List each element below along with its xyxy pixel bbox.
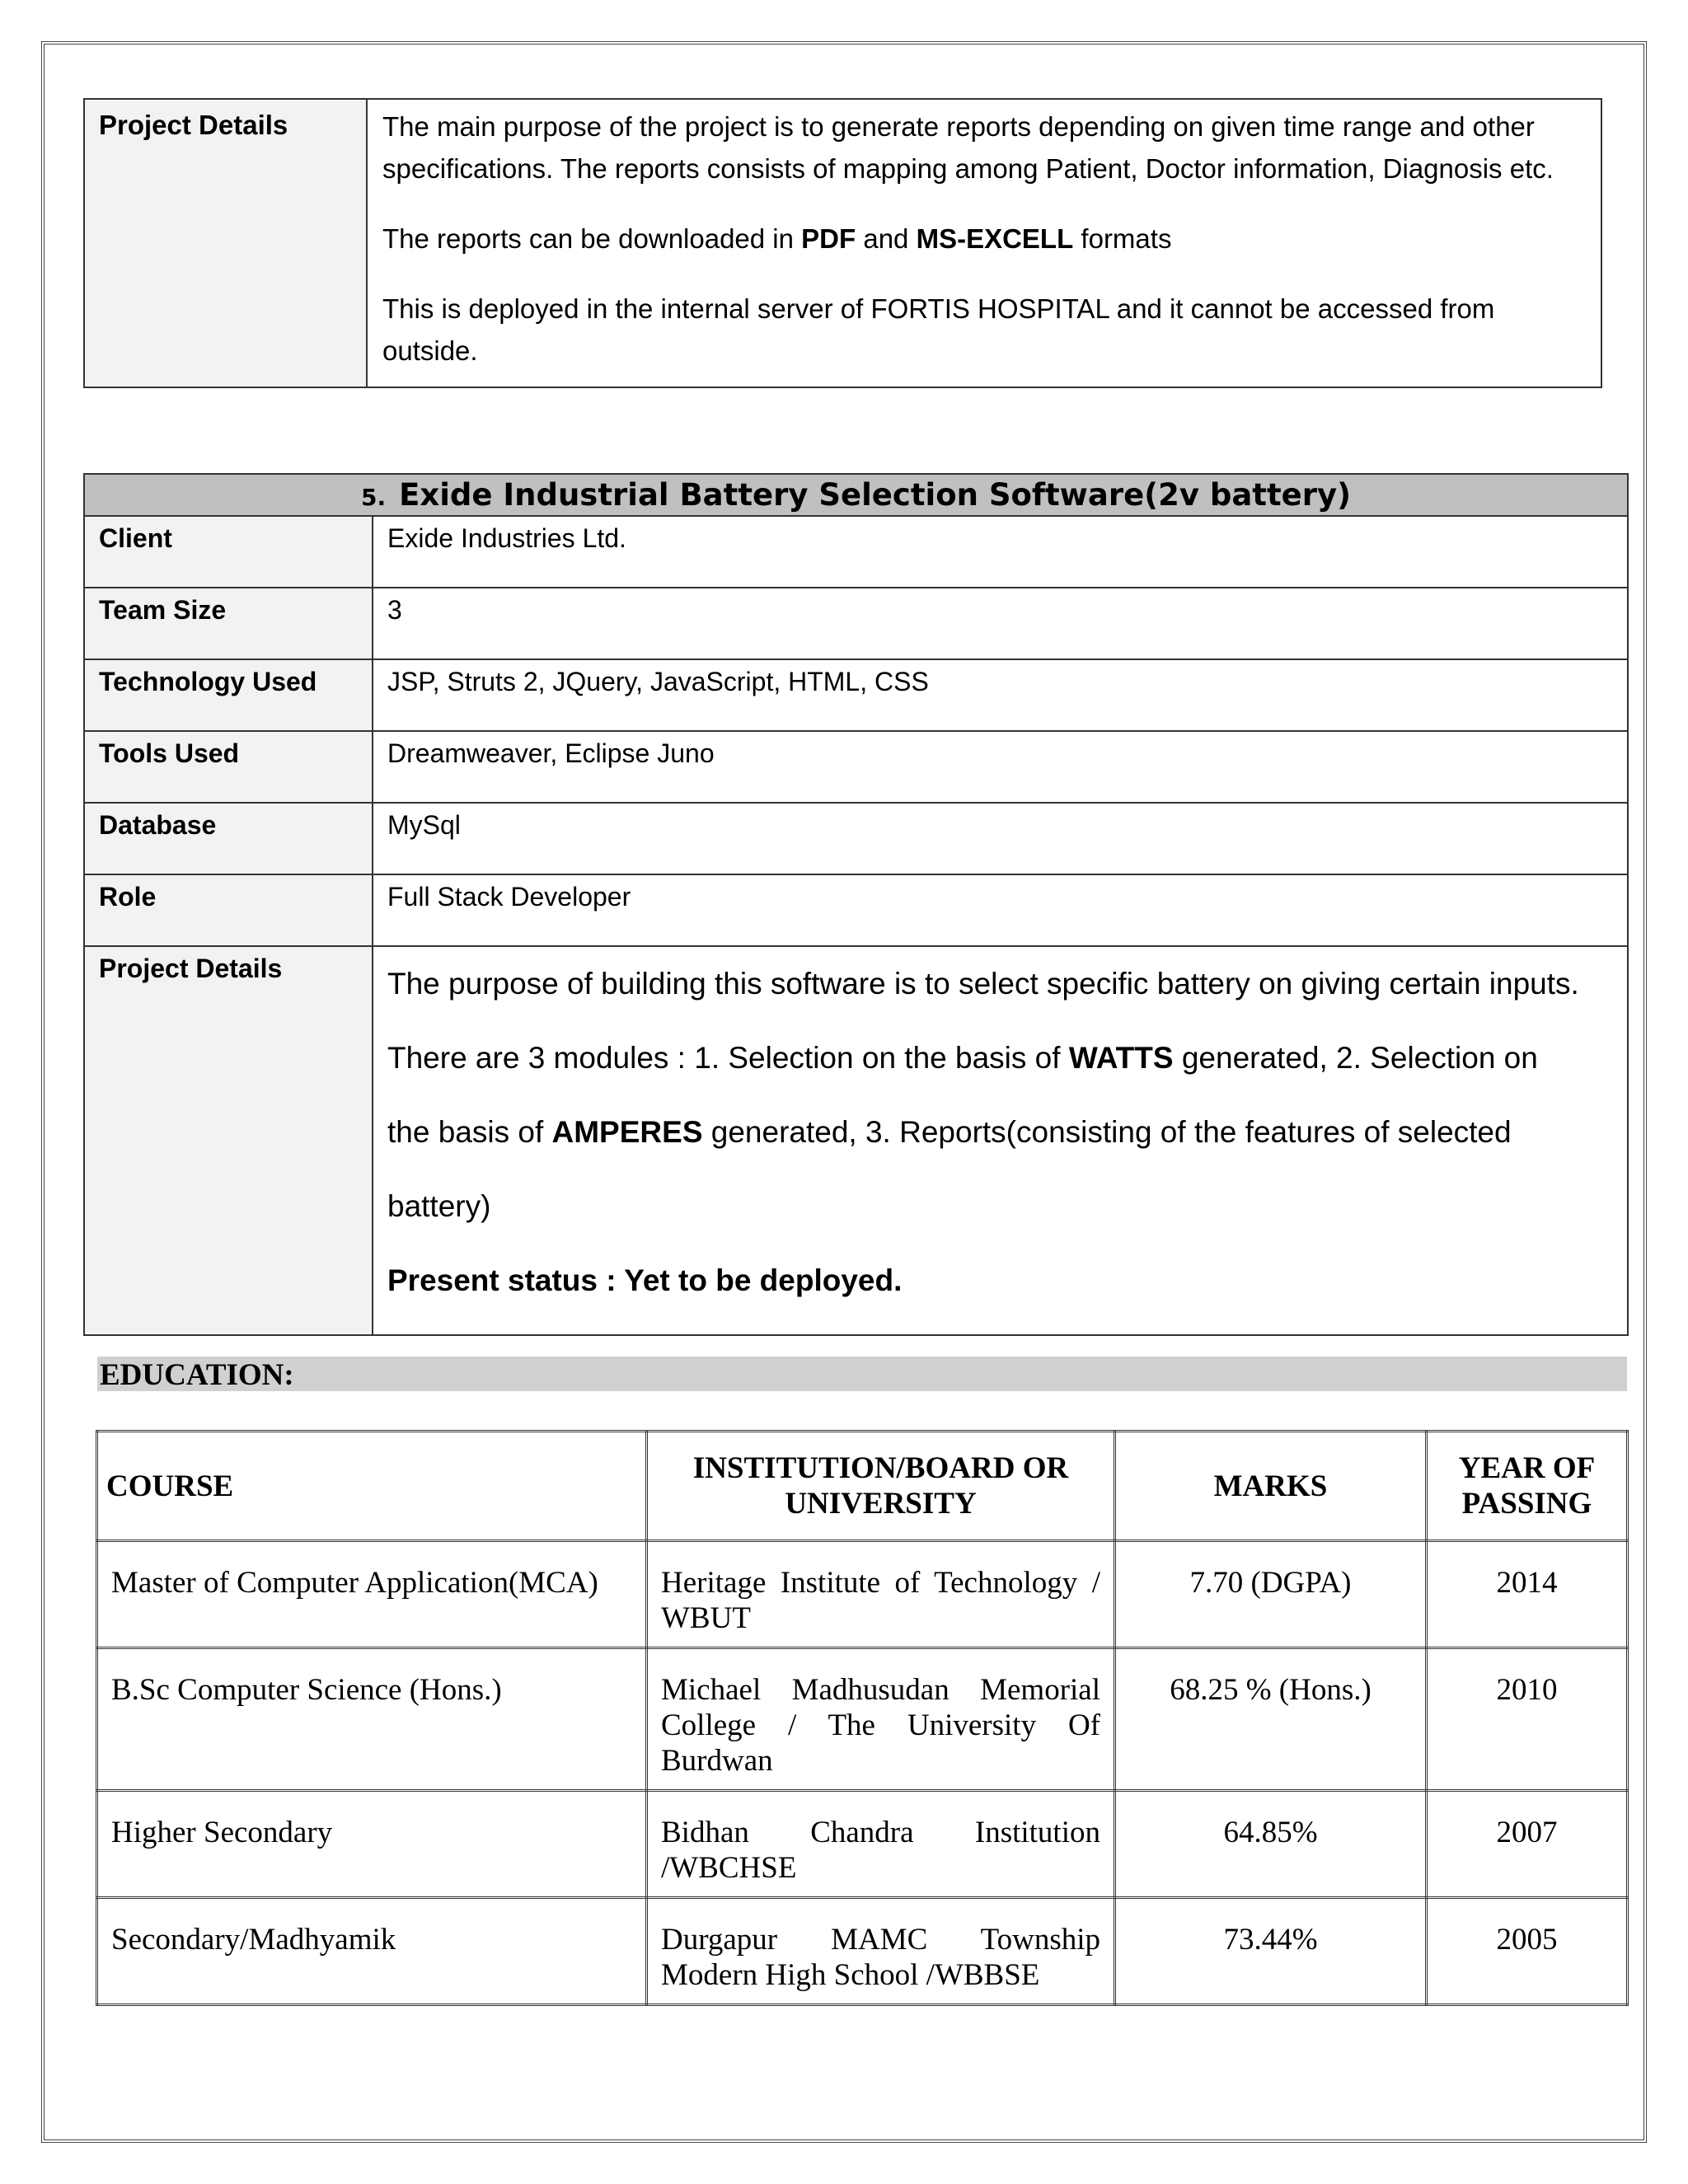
project-5-table [83, 473, 1629, 1336]
project-5-details [373, 946, 1628, 1335]
para-text: formats [1073, 223, 1172, 254]
institution-cell: Michael Madhusudan Memorial College / The University Of Burdwan [647, 1648, 1115, 1791]
marks-cell: 73.44% [1115, 1898, 1427, 2005]
row-label: Project Details [84, 946, 373, 1335]
project-details-para-3: This is deployed in the internal server of FORTIS HOSPITAL and it cannot be accessed from outside. [382, 293, 1495, 366]
row-value: 3 [373, 588, 1628, 659]
table-row [97, 1541, 1628, 1648]
table-row [97, 1648, 1628, 1791]
header-marks: MARKS [1115, 1432, 1427, 1541]
header-year: YEAR OF PASSING [1427, 1432, 1628, 1541]
para-text: and [856, 223, 917, 254]
row-label: Client [84, 516, 373, 588]
row-label: Role [84, 874, 373, 946]
watts-keyword: WATTS [1068, 1041, 1174, 1075]
row-label: Database [84, 803, 373, 874]
row-label: Team Size [84, 588, 373, 659]
project-row-technology [84, 659, 1628, 731]
project-title-text: Exide Industrial Battery Selection Software(2v battery) [399, 477, 1352, 513]
project-row-role [84, 874, 1628, 946]
details-line-3 [387, 1095, 1613, 1244]
project-row-details [84, 946, 1628, 1335]
project-row-tools [84, 731, 1628, 803]
project-details-value [367, 99, 1601, 387]
project-row-database [84, 803, 1628, 874]
row-value: Full Stack Developer [373, 874, 1628, 946]
details-text: generated, 2. Selection on [1173, 1041, 1538, 1075]
year-cell: 2010 [1427, 1648, 1628, 1791]
project-details-para-1: The main purpose of the project is to generate reports depending on given time range and other specifications. The reports consists of mapping among Patient, Doctor information, Diagnosis etc. [382, 111, 1554, 184]
project-details-row [84, 99, 1601, 387]
para-text: The reports can be downloaded in [382, 223, 802, 254]
row-value: JSP, Struts 2, JQuery, JavaScript, HTML, CSS [373, 659, 1628, 731]
education-table [96, 1430, 1629, 2006]
course-cell: B.Sc Computer Science (Hons.) [97, 1648, 647, 1791]
marks-cell: 7.70 (DGPA) [1115, 1541, 1427, 1648]
details-text: There are 3 modules : 1. Selection on the basis of [387, 1041, 1069, 1075]
header-institution: INSTITUTION/BOARD OR UNIVERSITY [647, 1432, 1115, 1541]
education-header-row [97, 1432, 1628, 1541]
row-label: Technology Used [84, 659, 373, 731]
details-line-2 [387, 1021, 1613, 1095]
marks-cell: 68.25 % (Hons.) [1115, 1648, 1427, 1791]
project-details-para-2 [382, 218, 1586, 260]
details-text: generated, 3. Reports(consisting of the features of selected battery) [387, 1115, 1512, 1223]
present-status [387, 1244, 1613, 1318]
row-value: Exide Industries Ltd. [373, 516, 1628, 588]
project-row-team-size [84, 588, 1628, 659]
row-label: Tools Used [84, 731, 373, 803]
institution-cell: Bidhan Chandra Institution /WBCHSE [647, 1791, 1115, 1898]
details-line-1: The purpose of building this software is to select specific battery on giving certain inputs. [387, 967, 1579, 1001]
project-5-title [84, 474, 1628, 516]
project-row-client [84, 516, 1628, 588]
details-text: the basis of [387, 1115, 552, 1149]
year-cell: 2005 [1427, 1898, 1628, 2005]
amperes-keyword: AMPERES [551, 1115, 703, 1149]
excel-format: MS-EXCELL [916, 223, 1074, 254]
present-status-text: Present status : Yet to be deployed. [387, 1263, 903, 1297]
table-row [97, 1898, 1628, 2005]
institution-cell: Durgapur MAMC Township Modern High School /WBBSE [647, 1898, 1115, 2005]
course-cell: Master of Computer Application(MCA) [97, 1541, 647, 1648]
project-details-label: Project Details [84, 99, 367, 387]
course-cell: Higher Secondary [97, 1791, 647, 1898]
row-value: Dreamweaver, Eclipse Juno [373, 731, 1628, 803]
pdf-format: PDF [801, 223, 856, 254]
year-cell: 2014 [1427, 1541, 1628, 1648]
marks-cell: 64.85% [1115, 1791, 1427, 1898]
project-number: 5. [360, 484, 387, 511]
table-row [97, 1791, 1628, 1898]
institution-cell: Heritage Institute of Technology / WBUT [647, 1541, 1115, 1648]
education-heading: EDUCATION: [97, 1357, 1627, 1391]
project-details-table [83, 98, 1602, 388]
year-cell: 2007 [1427, 1791, 1628, 1898]
header-course: COURSE [97, 1432, 647, 1541]
course-cell: Secondary/Madhyamik [97, 1898, 647, 2005]
row-value: MySql [373, 803, 1628, 874]
